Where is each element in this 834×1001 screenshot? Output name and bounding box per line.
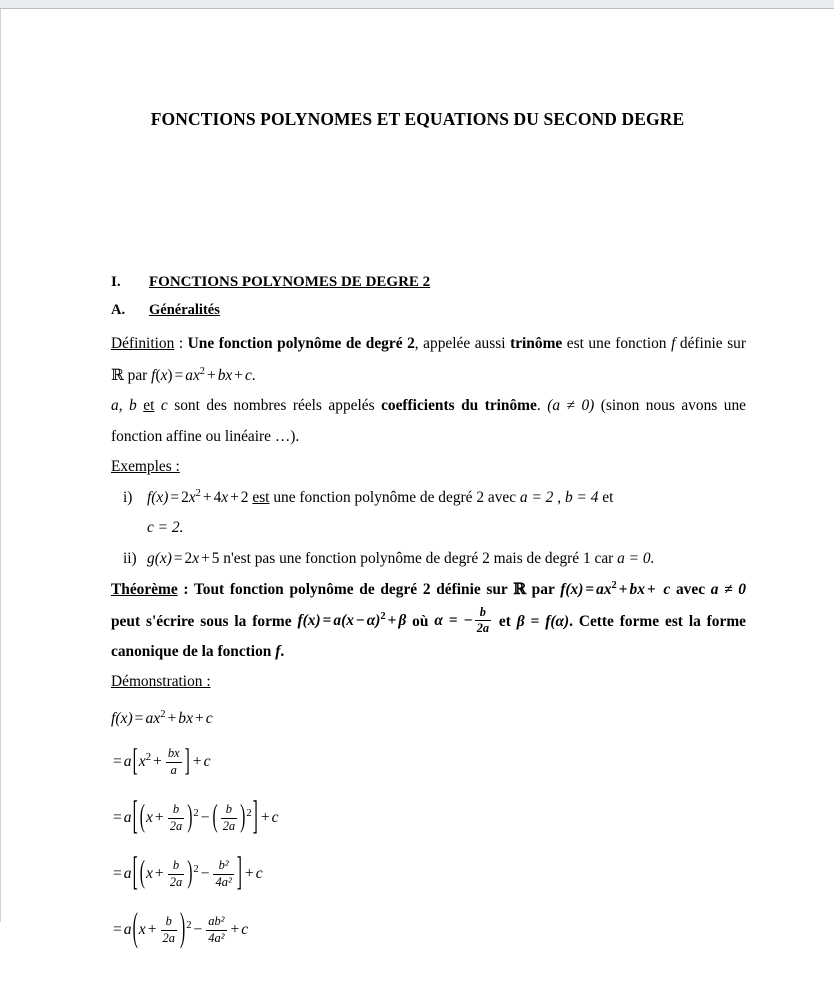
example-ii-a-value: a = 0. (617, 549, 655, 567)
window-chrome-strip (0, 0, 834, 9)
definition-function-symbol: f (671, 335, 676, 352)
title-spacer (111, 170, 746, 274)
example-i-text-mid: une fonction polynôme de degré 2 avec (269, 488, 520, 506)
theoreme-condition: a ≠ 0 (710, 581, 746, 598)
definition-bold-lead: Une fonction polynôme de degré 2 (187, 335, 415, 352)
eq4-fraction-2: $\frac{\text{b²}}{\text{4a²}}$ (215, 858, 232, 889)
example-i-comma: , (553, 488, 565, 506)
demo-eq1-expression: $f(x) = ax^2$ + bx + c (111, 708, 213, 727)
theoreme-canonical-form: $f(x) = a(x - \alpha)^2 + \beta$ (297, 611, 407, 630)
coefficients-line1-tail: (sinon nous (600, 397, 675, 414)
theoreme-line2-text1: avec (670, 581, 711, 598)
theoreme-text1: Tout fonction polynôme de degré 2 définie sur (193, 581, 514, 598)
definition-line2-prefix: définie sur (679, 335, 747, 352)
eq3-fraction-1: $\frac{b}{2a}$ (169, 802, 183, 833)
theoreme-text2: par (525, 581, 561, 598)
demo-eq5-expression: = a(x + $\frac{b}{2a}$ )$^2$ − $\frac{\text{ab²}}{\text{4a²}}$ + c (113, 906, 249, 951)
demo-equation-2 (111, 734, 746, 790)
example-i-a-value: a = 2 (519, 488, 554, 506)
theoreme-line3-period: . (280, 642, 285, 660)
demo-eq2-expression: = $a[x^2$ + $\frac{bx}{a}$ ] + c (113, 743, 211, 779)
theoreme-line3-f: f (275, 642, 281, 660)
example-content-ii (147, 544, 746, 575)
coefficients-condition: (a ≠ 0) (547, 397, 595, 414)
section-number: I. (111, 274, 121, 290)
theoreme-line2-text3: où (406, 612, 435, 630)
theoreme-line2-c: c (663, 581, 671, 598)
theoreme-colon: : (177, 581, 194, 598)
example-i-continuation: c = 2. (147, 519, 184, 536)
alpha-fraction: $\frac{b}{2a}$ (476, 604, 490, 636)
theoreme-et: et (493, 612, 517, 630)
definition-line2-mid: par (123, 366, 152, 384)
eq5-fraction-2: $\frac{\text{ab²}}{\text{4a²}}$ (208, 914, 225, 945)
theoreme-alpha-def: α = − $\frac{b}{2a}$ (434, 604, 490, 636)
demonstration-label: Démonstration : (111, 673, 211, 691)
demo-equation-4 (111, 846, 746, 902)
theoreme-label: Théorème (111, 581, 178, 598)
coefficients-bold-phrase: coefficients du trinôme (381, 397, 537, 414)
document-body (1, 130, 834, 958)
eq5-fraction-1: $\frac{b}{2a}$ (162, 914, 175, 945)
theoreme-line3-text: . Cette forme est la forme canonique de la fonction (111, 612, 746, 660)
theoreme-formula1: $f(x) = ax^2$ + bx + (560, 579, 656, 598)
demo-eq3-expression: = a[ (x + $\frac{b}{2a}$ )$^2$ − ( $\frac{b}{2a}$ )$^2$] + c (113, 794, 279, 839)
example-i-b-value: b = 4 (564, 488, 599, 506)
eq3-fraction-2: $\frac{b}{2a}$ (222, 802, 236, 833)
subsection-letter: A. (111, 302, 126, 318)
definition-text-end: est une fonction (562, 335, 672, 352)
coefficients-paragraph (111, 391, 746, 452)
theoreme-line3-func: f(α) (545, 612, 570, 630)
theoreme-paragraph (111, 574, 746, 667)
coefficients-var-c: c (160, 397, 168, 414)
page-title: FONCTIONS POLYNOMES ET EQUATIONS DU SECOND DEGRE (150, 109, 685, 129)
definition-formula: $f(x) = ax^2$ + bx + c. (151, 365, 256, 384)
section-title: FONCTIONS POLYNOMES DE DEGRE 2 (149, 274, 431, 290)
example-i-est: est (252, 488, 270, 506)
demo-equation-3 (111, 790, 746, 846)
coefficients-vars: a, b (111, 397, 137, 414)
coefficients-line2: avons une fonction affine ou linéaire …). (111, 397, 746, 445)
example-marker-i: i) (123, 488, 133, 506)
example-ii-formula: g(x) = 2x + 5 (147, 549, 220, 567)
subsection-title: Généralités (149, 302, 220, 318)
example-i-formula: $f(x) = 2x^2 + 4x + 2$ (147, 487, 249, 506)
document-page (0, 9, 834, 951)
subsection-heading-a (111, 302, 746, 319)
definition-colon: : (174, 335, 188, 352)
definition-text-after: , appelée aussi (414, 335, 511, 352)
definition-bold-trinome: trinôme (510, 335, 563, 352)
example-i-tail: et (598, 488, 614, 506)
example-item-ii (111, 544, 746, 575)
theoreme-set-symbol: ℝ (513, 580, 526, 598)
demo-equation-1 (111, 704, 746, 734)
eq2-fraction: $\frac{bx}{a}$ (167, 746, 180, 777)
section-heading-1 (111, 274, 746, 291)
example-ii-text: n'est pas une fonction polynôme de degré 2 mais de degré 1 car (219, 549, 618, 567)
eq4-fraction-1: $\frac{b}{2a}$ (169, 858, 183, 889)
examples-label: Exemples : (111, 458, 180, 475)
coefficients-text2: . (536, 397, 548, 414)
example-marker-ii: ii) (123, 549, 137, 567)
definition-label: Définition (111, 335, 175, 352)
theoreme-line2-text2: peut s'écrire sous la forme (111, 612, 298, 630)
real-set-symbol: ℝ (111, 365, 124, 384)
demo-eq4-expression: = a[ (x + $\frac{b}{2a}$ )$^2$ − $\frac{\text{b²}}{\text{4a²}}$ ] + c (113, 850, 263, 895)
coefficients-text1: sont des nombres réels appelés (167, 397, 382, 414)
definition-paragraph (111, 329, 746, 391)
theoreme-beta-lhs: β = (516, 612, 540, 630)
example-item-i (111, 483, 746, 544)
coefficients-et: et (143, 397, 155, 414)
example-content-i (147, 483, 746, 544)
demo-equation-5 (111, 902, 746, 958)
